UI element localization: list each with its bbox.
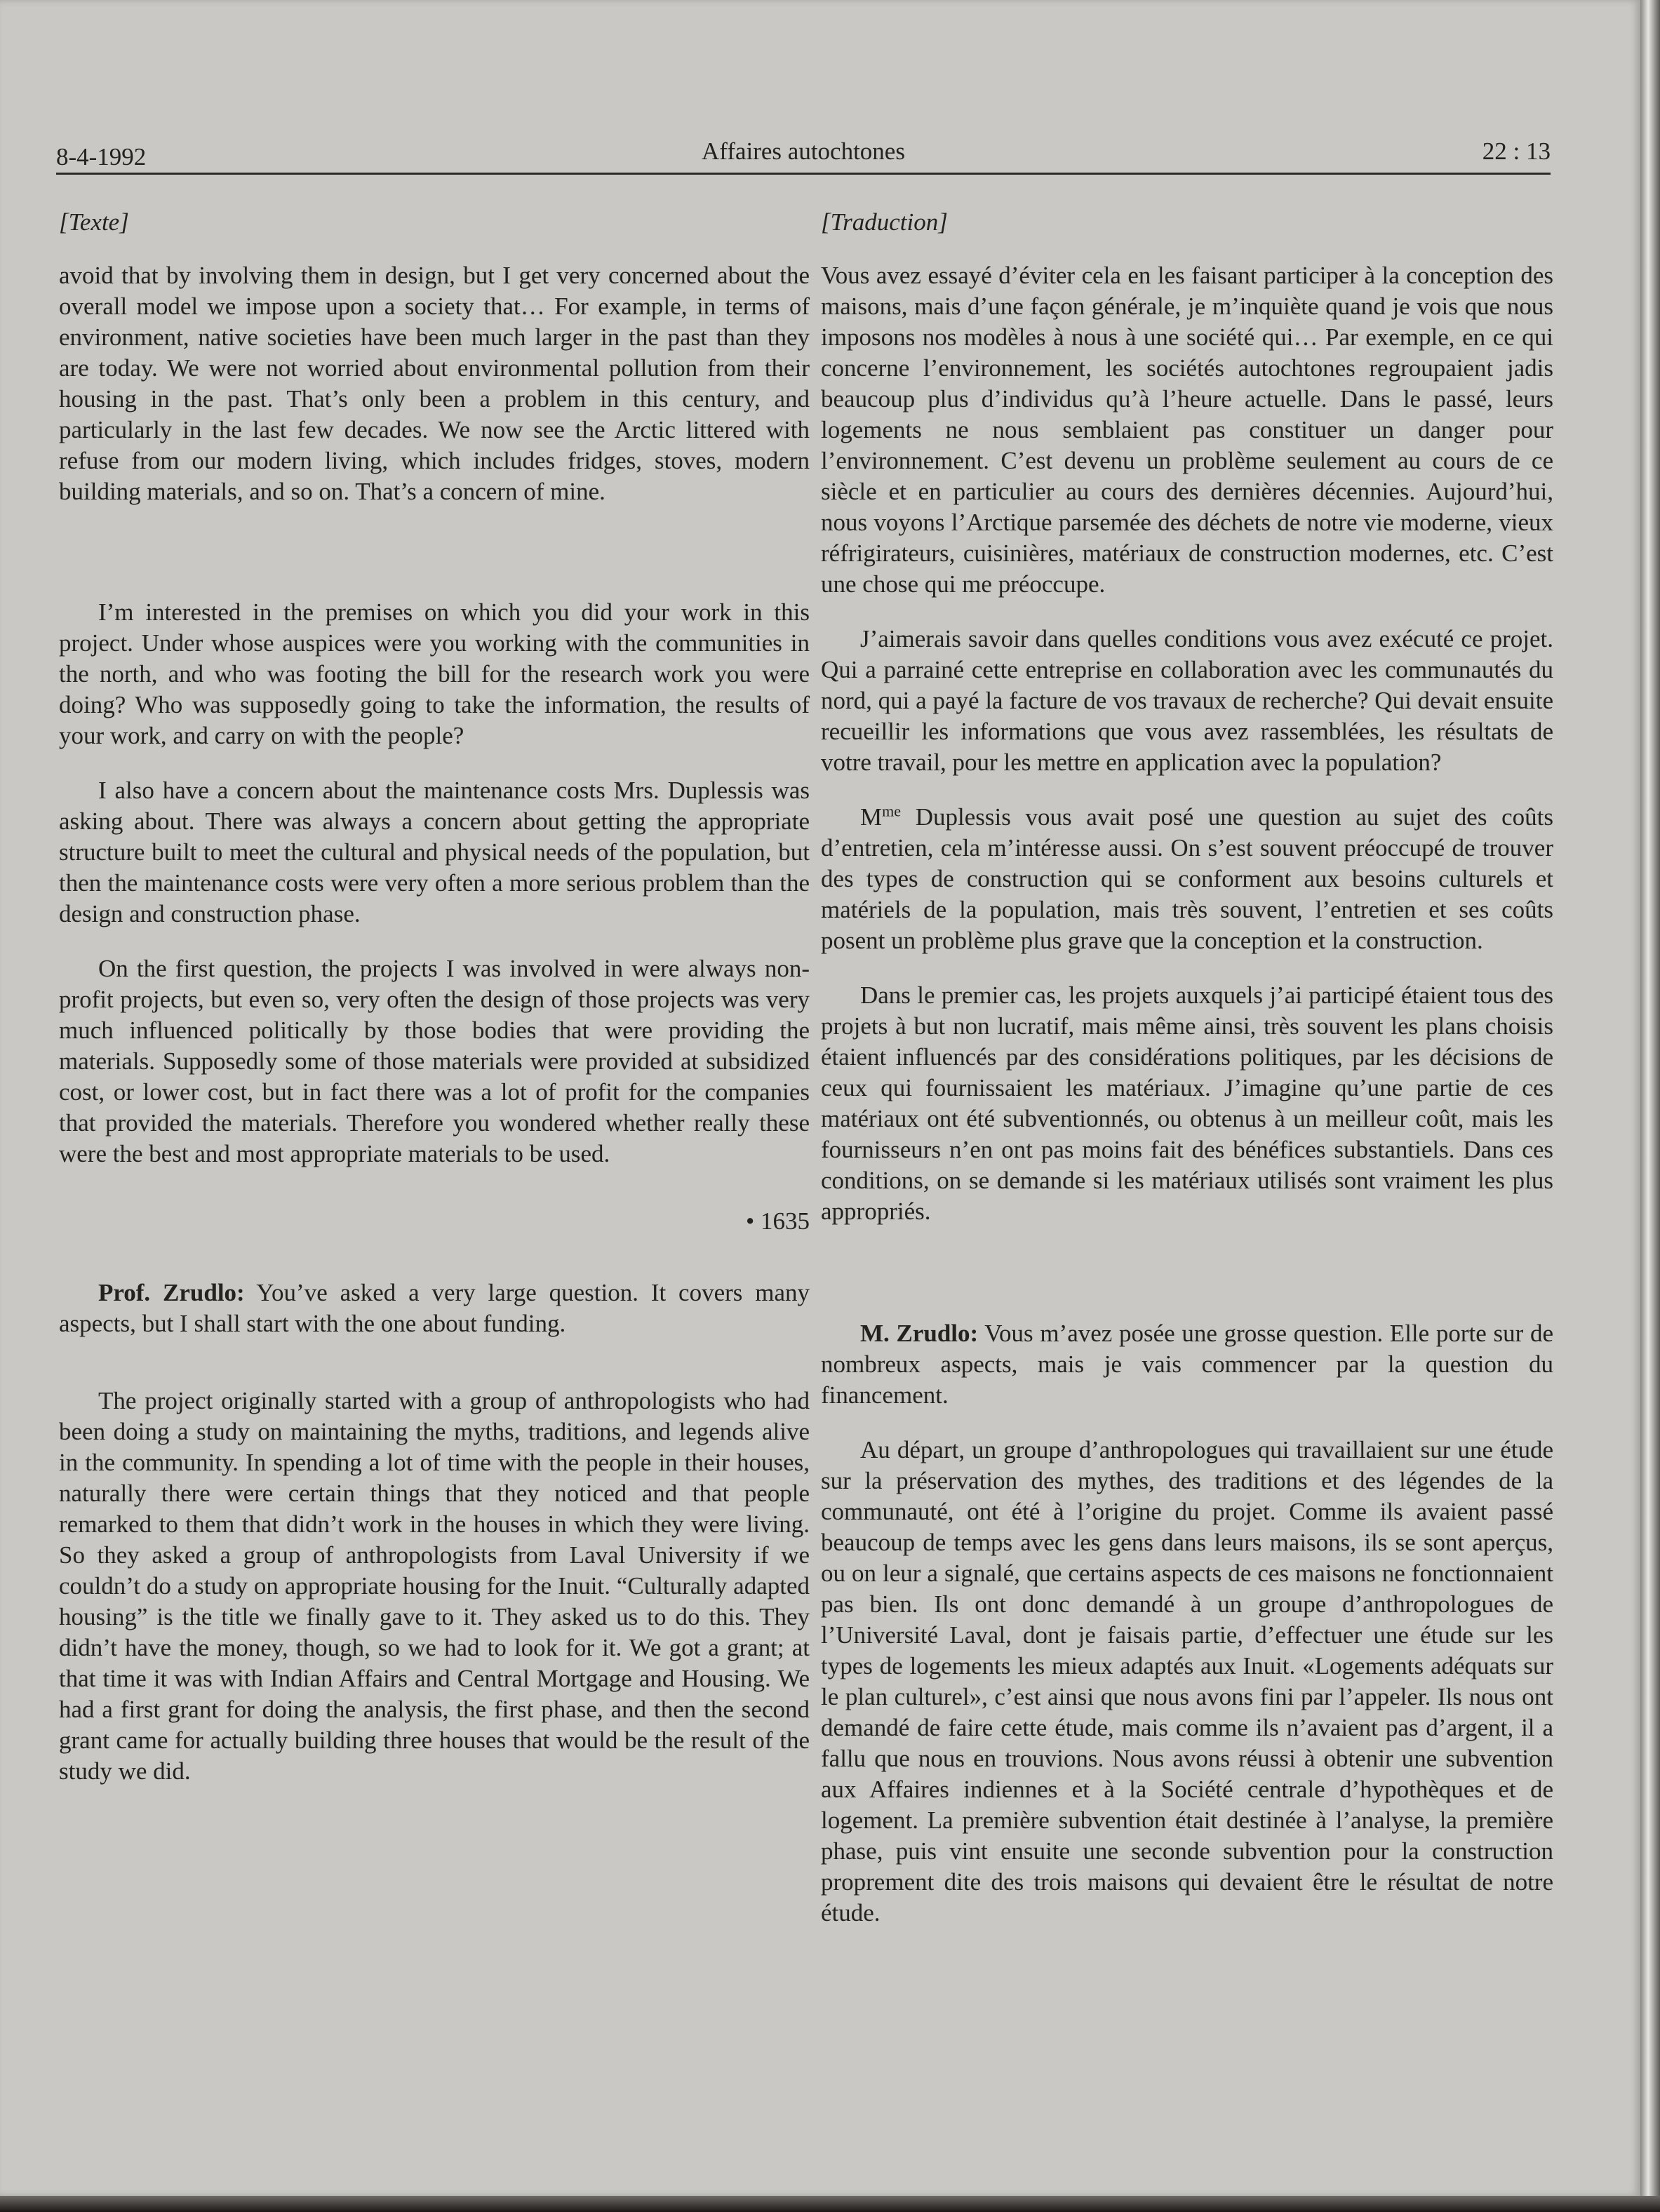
translation-section-label: [Traduction]: [821, 208, 948, 236]
speaker-paragraph: [59, 1278, 810, 1339]
english-column: [59, 207, 810, 1787]
speaker-name: Prof. Zrudlo:: [98, 1279, 245, 1306]
title-abbrev-sup: me: [882, 802, 902, 820]
paragraph: avoid that by involving them in design, but I get very concerned about the overall model we impose upon a society that… For example, in terms of environment, native societies have been much larger in the past than they are today. We were not worried about environmental pollution from their housing in the past. That’s only been a problem in this century, and particularly in the last few decades. We now see the Arctic littered with refuse from our modern living, which includes fridges, stoves, modern building materials, and so on. That’s a concern of mine.: [59, 262, 810, 505]
paragraph: Vous avez essayé d’éviter cela en les faisant participer à la conception des maisons, mais d’une façon générale, je m’inquiète quand je vois que nous imposons nos modèles à nous à une société qui… Par exemple, en ce qui concerne l’environnement, les sociétés autochtones regroupaient jadis beaucoup plus d’individus qu’à l’heure actuelle. Dans le passé, leurs logements ne nous semblaient pas constituer un danger pour l’environnement. C’est devenu un problème seulement au cours de ce siècle et en particulier au cours des dernières décennies. Aujourd’hui, nous voyons l’Arctique parsemée des déchets de notre vie moderne, vieux réfrigirateurs, cuisinières, matériaux de construction modernes, etc. C’est une chose qui me préoccupe.: [821, 262, 1553, 598]
header-page-number: 22 : 13: [1482, 138, 1551, 165]
time-marker: • 1635: [745, 1207, 810, 1235]
speaker-text: You’ve asked a very large question. It covers many aspects, but I shall start with the one about funding.: [59, 1279, 810, 1337]
page-bottom-edge: [0, 2196, 1660, 2212]
paragraph: Au départ, un groupe d’anthropologues qui travaillaient sur une étude sur la préservation des mythes, des traditions et des légendes de la communauté, ont été à l’origine du projet. Comme ils avaient passé beaucoup de temps avec les gens dans leurs maisons, ils se sont aperçus, ou on leur a signalé, que certains aspects de ces maisons ne fonctionnaient pas bien. Ils ont donc demandé à un groupe d’anthropologues de l’Université Laval, dont je faisais partie, d’effectuer une étude sur les types de logements les mieux adaptés aux Inuit. «Logements adéquats sur le plan culturel», c’est ainsi que nous avons fini par l’appeler. Ils nous ont demandé de faire cette étude, mais comme ils n’avaient pas d’argent, il a fallu que nous en trouvions. Nous avons réussi à obtenir une subvention aux Affaires indiennes et à la Société centrale d’hypothèques et de logement. La première subvention était destinée à l’analyse, la première phase, puis vint ensuite une seconde subvention pour la construction proprement dite des trois maisons qui devaient être le résultat de notre étude.: [821, 1436, 1553, 1926]
paragraph: [821, 802, 1553, 956]
speaker-name: M. Zrudlo:: [860, 1320, 979, 1347]
paragraph: I also have a concern about the maintenance costs Mrs. Duplessis was asking about. There was always a concern about getting the appropriate structure built to meet the cultural and physical needs of the population, but then the maintenance costs were very often a more serious problem than the design and construction phase.: [59, 777, 810, 927]
running-header: [56, 123, 1551, 175]
french-column: [821, 207, 1553, 1929]
paragraph: The project originally started with a group of anthropologists who had been doing a study on maintaining the myths, traditions, and legends alive in the community. In spending a lot of time with the people in their houses, naturally there were certain things that they noticed and that people remarked to them that didn’t work in the houses in which they were living. So they asked a group of anthropologists from Laval University if we couldn’t do a study on appropriate housing for the Inuit. “Culturally adapted housing” is the title we finally gave to it. They asked us to do this. They didn’t have the money, though, so we had to look for it. We got a grant; at that time it was with Indian Affairs and Central Mortgage and Housing. We had a first grant for doing the analysis, the first phase, and then the second grant came for actually building three houses that would be the result of the study we did.: [59, 1387, 810, 1785]
book-spine-edge: [1640, 0, 1660, 2212]
paragraph: On the first question, the projects I was involved in were always non-profit projects, but even so, very often the design of those projects was very much influenced politically by those bodies that were providing the materials. Supposedly some of those materials were provided at subsidized cost, or lower cost, but in fact there was a lot of profit for the companies that provided the materials. Therefore you wondered whether really these were the best and most appropriate materials to be used.: [59, 955, 810, 1167]
paragraph-text: Duplessis vous avait posé une question au sujet des coûts d’entretien, cela m’intéresse aussi. On s’est souvent préoccupé de trouver des types de construction qui se conforment aux besoins culturels et matériels de la population, mais très souvent, l’entretien et ses coûts posent un problème plus grave que la conception et la construction.: [821, 803, 1553, 954]
paragraph: J’aimerais savoir dans quelles conditions vous avez exécuté ce projet. Qui a parrainé cette entreprise en collaboration avec les communautés du nord, qui a payé la facture de vos travaux de recherche? Qui devait ensuite recueillir les informations que vous avez rassemblées, les résultats de votre travail, pour les mettre en application avec la population?: [821, 625, 1553, 776]
header-title: Affaires autochtones: [702, 138, 905, 165]
text-section-label: [Texte]: [59, 208, 129, 236]
header-date: 8-4-1992: [56, 143, 147, 170]
title-abbrev: M: [860, 803, 883, 831]
paragraph: I’m interested in the premises on which you did your work in this project. Under whose auspices were you working with the communities in the north, and who was footing the bill for the research work you were doing? Who was supposedly going to take the information, the results of your work, and carry on with the people?: [59, 598, 810, 749]
speaker-paragraph: [821, 1318, 1553, 1411]
speaker-text: Vous m’avez posée une grosse question. Elle porte sur de nombreux aspects, mais je vais commencer par la question du financement.: [821, 1320, 1553, 1409]
paragraph: Dans le premier cas, les projets auxquels j’ai participé étaient tous des projets à but non lucratif, mais même ainsi, très souvent les plans choisis étaient influencés par des considérations politiques, par les décisions de ceux qui fournissaient les matériaux. J’imagine qu’une partie de ces matériaux ont été subventionnés, ou obtenus à un meilleur coût, mais les fournisseurs n’en ont pas moins fait des bénéfices substantiels. Dans ces conditions, on se demande si les matériaux utilisés sont vraiment les plus appropriés.: [821, 981, 1553, 1225]
